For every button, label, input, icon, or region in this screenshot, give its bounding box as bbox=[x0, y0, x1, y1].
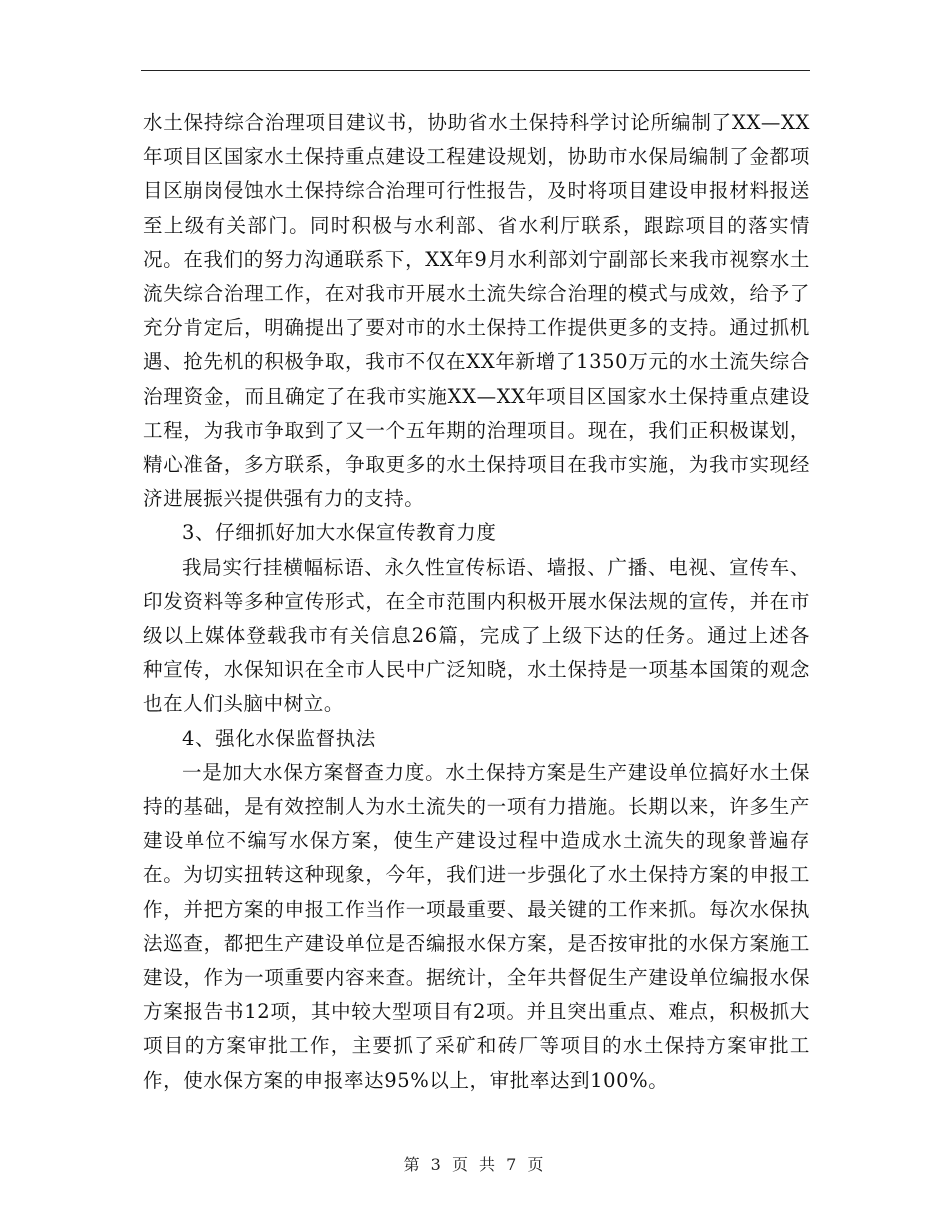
body-paragraph: 我局实行挂横幅标语、永久性宣传标语、墙报、广播、电视、宣传车、印发资料等多种宣传形式，在全市范围内积极开展水保法规的宣传，并在市级以上媒体登载我市有关信息26篇，完成了上级下达的任务。通过上述各种宣传，水保知识在全市人民中广泛知晓，水土保持是一项基本国策的观念也在人们头脑中树立。 bbox=[143, 555, 810, 716]
document-body bbox=[143, 106, 810, 1098]
section-heading: 3、仔细抓好加大水保宣传教育力度 bbox=[182, 521, 497, 545]
header-rule bbox=[141, 70, 810, 71]
body-paragraph: 一是加大水保方案督查力度。水土保持方案是生产建设单位搞好水土保持的基础，是有效控制人为水土流失的一项有力措施。长期以来，许多生产建设单位不编写水保方案，使生产建设过程中造成水土流失的现象普遍存在。为切实扭转这种现象，今年，我们进一步强化了水土保持方案的申报工作，并把方案的申报工作当作一项最重要、最关键的工作来抓。每次水保执法巡查，都把生产建设单位是否编报水保方案，是否按审批的水保方案施工建设，作为一项重要内容来查。据统计，全年共督促生产建设单位编报水保方案报告书12项，其中较大型项目有2项。并且突出重点、难点，积极抓大项目的方案审批工作，主要抓了采矿和砖厂等项目的水土保持方案审批工作，使水保方案的申报率达95%以上，审批率达到100%。 bbox=[143, 760, 810, 1092]
body-paragraph: 水土保持综合治理项目建议书，协助省水土保持科学讨论所编制了XX—XX年项目区国家水土保持重点建设工程建设规划，协助市水保局编制了金都项目区崩岗侵蚀水土保持综合治理可行性报告，及时将项目建设申报材料报送至上级有关部门。同时积极与水利部、省水利厅联系，跟踪项目的落实情况。在我们的努力沟通联系下，XX年9月水利部刘宁副部长来我市视察水土流失综合治理工作，在对我市开展水土流失综合治理的模式与成效，给予了充分肯定后，明确提出了要对市的水土保持工作提供更多的支持。通过抓机遇、抢先机的积极争取，我市不仅在XX年新增了1350万元的水土流失综合治理资金，而且确定了在我市实施XX—XX年项目区国家水土保持重点建设工程，为我市争取到了又一个五年期的治理项目。现在，我们正积极谋划，精心准备，多方联系，争取更多的水土保持项目在我市实施，为我市实现经济进展振兴提供强有力的支持。 bbox=[143, 111, 810, 511]
section-heading: 4、强化水保监督执法 bbox=[182, 726, 376, 750]
page-number: 第 3 页 共 7 页 bbox=[403, 1155, 547, 1174]
